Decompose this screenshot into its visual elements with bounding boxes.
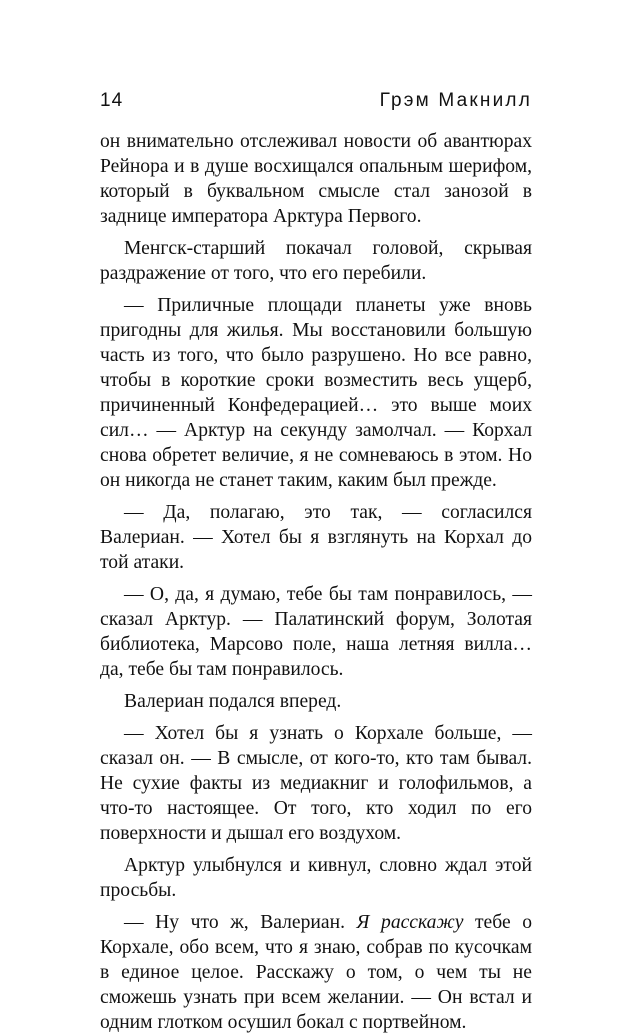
text-run: тебе о Корхале, обо всем, что я знаю, собрав по кусочкам в единое целое. Расскажу о том, о чем ты не сможешь узнать при всем желании. — Он встал и одним глотком осушил бокал с портвейном. (100, 912, 533, 1033)
text-run (369, 912, 381, 933)
paragraph (100, 910, 532, 1035)
paragraph: — Приличные площади планеты уже вновь пригодны для жилья. Мы восстановили большую часть из того, что было разрушено. Но все равно, чтобы в короткие сроки возместить весь ущерб, причиненный Конфедерацией… это выше моих сил… — Арктур на секунду замолчал. — Корхал снова обретет величие, я не сомневаюсь в этом. Но он никогда не станет таким, каким был прежде. (100, 295, 532, 491)
italic-text: расскажу (381, 912, 464, 933)
paragraph: — О, да, я думаю, тебе бы там понравилось, — сказал Арктур. — Палатинский форум, Золотая библиотека, Марсово поле, наша летняя вилла… да, тебе бы там понравилось. (100, 584, 532, 680)
text-run: — Ну что ж, Валериан. (124, 912, 357, 933)
italic-text: Я (356, 912, 370, 933)
page-number: 14 (100, 90, 124, 111)
paragraph: Арктур улыбнулся и кивнул, словно ждал этой просьбы. (100, 855, 532, 901)
running-head (100, 90, 532, 114)
paragraph: — Хотел бы я узнать о Корхале больше, — сказал он. — В смысле, от кого-то, кто там бывал. Не сухие факты из медиакниг и голофильмов, а что-то настоящее. От того, кто ходил по его поверхности и дышал его воздухом. (100, 723, 532, 844)
paragraph: он внимательно отслеживал новости об авантюрах Рейнора и в душе восхищался опальным шерифом, который в буквальном смысле стал занозой в заднице императора Арктура Первого. (100, 131, 532, 227)
book-author: Грэм Макнилл (379, 90, 532, 111)
paragraph: Валериан подался вперед. (124, 691, 342, 712)
paragraph: — Да, полагаю, это так, — согласился Валериан. — Хотел бы я взглянуть на Корхал до той атаки. (100, 502, 532, 573)
body-text (100, 129, 532, 1035)
paragraph: Менгск-старший покачал головой, скрывая раздражение от того, что его перебили. (100, 238, 532, 284)
